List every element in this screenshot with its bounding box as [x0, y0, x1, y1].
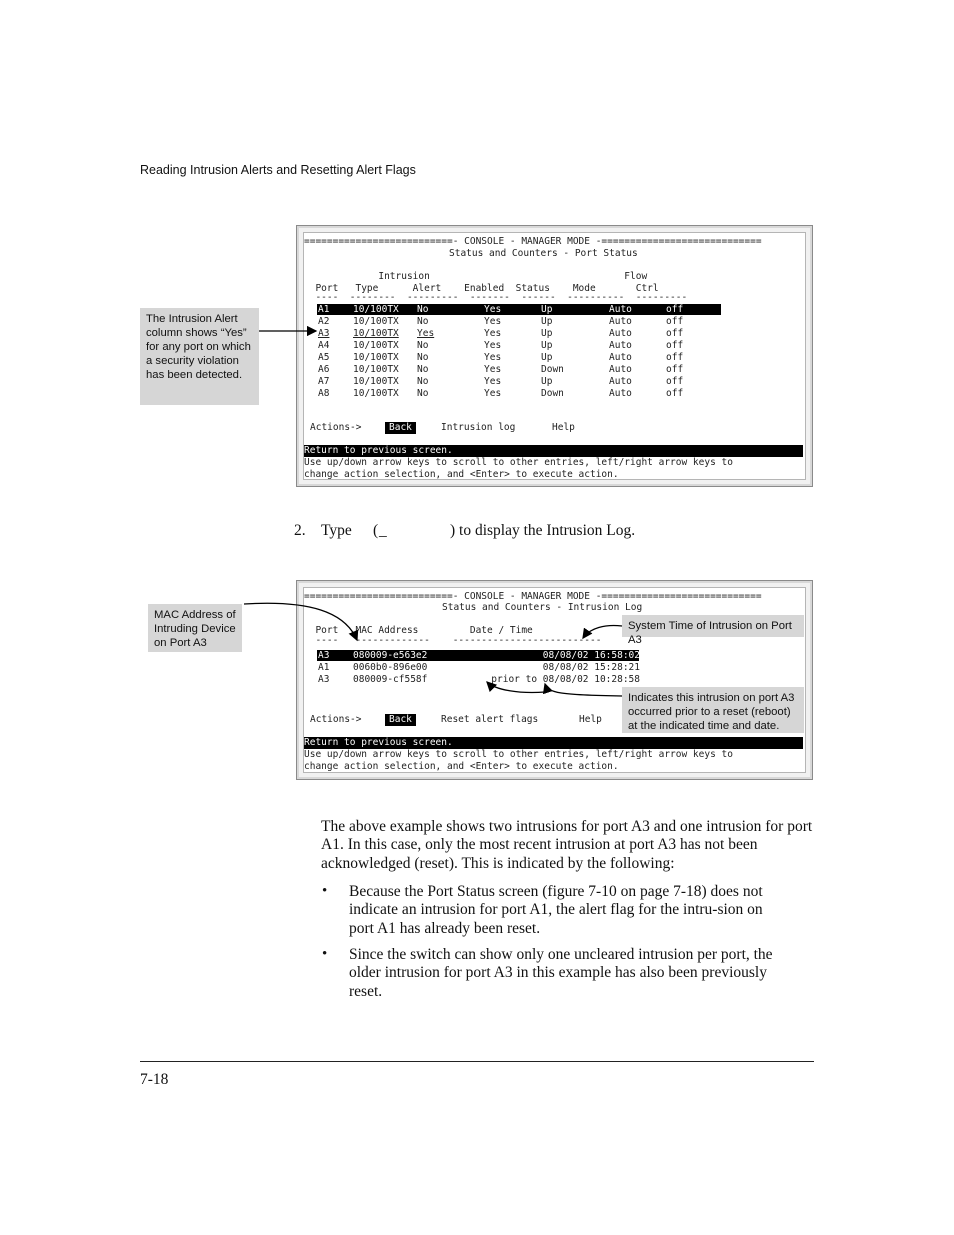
console-title-2: ==========================- CONSOLE - MANAGER MODE -============================ [304, 591, 762, 602]
log-row-mac: 0060b0-896e00 [353, 662, 428, 673]
intrusion-log-action[interactable]: Intrusion log [441, 422, 516, 433]
port-row-status: Down [541, 388, 564, 399]
port-row-type: 10/100TX [353, 352, 399, 363]
port-row-type: 10/100TX [353, 304, 399, 315]
status-line-2: Return to previous screen. [304, 737, 803, 749]
port-row-alert: No [417, 316, 429, 327]
port-row-alert: No [417, 304, 429, 315]
log-row-port: A3 [318, 674, 330, 685]
prior-arrow [545, 684, 622, 696]
screen-subtitle: Status and Counters - Port Status [449, 248, 638, 259]
port-row-enabled: Yes [484, 316, 502, 327]
port-row-port: A5 [318, 352, 330, 363]
port-row-mode: Auto [609, 304, 632, 315]
port-row-status: Up [541, 352, 553, 363]
port-row-type: 10/100TX [353, 328, 399, 339]
log-row-mac: 080009-e563e2 [353, 650, 428, 661]
port-row-port: A4 [318, 340, 330, 351]
port-row-alert: No [417, 340, 429, 351]
back-action[interactable]: Back [385, 422, 416, 434]
port-row-enabled: Yes [484, 304, 502, 315]
time-arrow [583, 626, 622, 639]
step-paren-open: ( [373, 522, 379, 539]
port-row-status: Up [541, 316, 553, 327]
port-row-enabled: Yes [484, 388, 502, 399]
bullet-2-dot: • [322, 946, 328, 962]
port-row-port: A6 [318, 364, 330, 375]
footer-rule [140, 1061, 814, 1062]
port-row-status: Up [541, 304, 553, 315]
step-text-before: Type [321, 522, 352, 539]
page-number: 7-18 [140, 1071, 169, 1088]
port-row-alert: Yes [417, 328, 435, 339]
port-row-enabled: Yes [484, 376, 502, 387]
log-row-port: A3 [318, 650, 330, 661]
port-row-alert: No [417, 388, 429, 399]
system-time-callout: System Time of Intrusion on Port A3 [622, 615, 804, 637]
port-row-enabled: Yes [484, 364, 502, 375]
bullet-1-dot: • [322, 883, 328, 899]
port-row-ctrl: off [666, 304, 684, 315]
screen-subtitle-2: Status and Counters - Intrusion Log [442, 602, 643, 613]
step-text-after: ) to display the Intrusion Log. [450, 522, 636, 539]
back-action-2[interactable]: Back [385, 714, 416, 726]
bullet-1-text: Because the Port Status screen (figure 7-10 on page 7-18) does not indicate an intrusion for port A1, the alert flag for the intru-sion on port A1 has already been reset. [349, 883, 763, 937]
port-row-status: Down [541, 364, 564, 375]
log-row-mac: 080009-cf558f [353, 674, 428, 685]
port-row-mode: Auto [609, 364, 632, 375]
port-row-ctrl: off [666, 364, 684, 375]
port-row-mode: Auto [609, 340, 632, 351]
log-row-time: prior to 08/08/02 10:28:58 [491, 674, 640, 685]
port-row-ctrl: off [666, 316, 684, 327]
status-line: Return to previous screen. [304, 445, 803, 457]
column-underline: ---- -------- --------- ------- ------ ---------- --------- [304, 292, 688, 303]
log-row-time: 08/08/02 15:28:21 [542, 662, 640, 673]
intrusion-alert-callout: The Intrusion Alert column shows “Yes” for any port on which a security violation has been detected. [140, 308, 259, 405]
reset-alert-flags-action[interactable]: Reset alert flags [441, 714, 539, 725]
port-row-ctrl: off [666, 376, 684, 387]
bullet-2-text: Since the switch can show only one uncleared intrusion per port, the older intrusion for port A3 in this example has also been previously reset. [349, 946, 773, 1000]
port-row-mode: Auto [609, 376, 632, 387]
log-header-1: Port MAC Address Date / Time [304, 625, 533, 636]
port-row-port: A8 [318, 388, 330, 399]
log-row-time: 08/08/02 16:58:02 [542, 650, 640, 661]
port-row-enabled: Yes [484, 352, 502, 363]
step-key-hint: _ [379, 522, 387, 539]
port-row-status: Up [541, 328, 553, 339]
help-line-1: Use up/down arrow keys to scroll to other entries, left/right arrow keys to [304, 457, 733, 468]
port-row-ctrl: off [666, 340, 684, 351]
help-action-2[interactable]: Help [579, 714, 602, 725]
port-row-ctrl: off [666, 388, 684, 399]
prior-reset-callout: Indicates this intrusion on port A3 occurred prior to a reset (reboot) at the indicated time and date. [622, 687, 804, 733]
port-row-enabled: Yes [484, 328, 502, 339]
port-row-ctrl: off [666, 328, 684, 339]
port-row-type: 10/100TX [353, 376, 399, 387]
help-line-2a: Use up/down arrow keys to scroll to other entries, left/right arrow keys to [304, 749, 733, 760]
port-row-port: A1 [318, 304, 330, 315]
prior-arrow-2 [487, 682, 545, 693]
port-row-mode: Auto [609, 352, 632, 363]
port-row-port: A3 [318, 328, 330, 339]
port-row-port: A2 [318, 316, 330, 327]
port-row-status: Up [541, 376, 553, 387]
port-row-ctrl: off [666, 352, 684, 363]
help-line-2b: change action selection, and <Enter> to execute action. [304, 761, 619, 772]
mac-arrow [244, 603, 357, 640]
port-row-type: 10/100TX [353, 316, 399, 327]
running-header: Reading Intrusion Alerts and Resetting Alert Flags [140, 163, 416, 177]
explanation-paragraph: The above example shows two intrusions for port A3 and one intrusion for port A1. In this case, only the most recent intrusion at port A3 has not been acknowledged (reset). This is indicated by the following: [321, 818, 813, 872]
actions-label-2: Actions-> [310, 714, 362, 725]
port-row-type: 10/100TX [353, 388, 399, 399]
port-row-mode: Auto [609, 328, 632, 339]
port-row-alert: No [417, 352, 429, 363]
port-row-mode: Auto [609, 316, 632, 327]
actions-label: Actions-> [310, 422, 362, 433]
log-header-2: ---- ------------- -------------------------- [304, 635, 602, 646]
port-row-port: A7 [318, 376, 330, 387]
column-header-2: Port Type Alert Enabled Status Mode Ctrl [304, 283, 659, 294]
port-row-status: Up [541, 340, 553, 351]
mac-address-callout: MAC Address of Intruding Device on Port A3 [148, 604, 242, 652]
port-row-type: 10/100TX [353, 364, 399, 375]
port-row-alert: No [417, 376, 429, 387]
console-title: ==========================- CONSOLE - MANAGER MODE -============================ [304, 236, 762, 247]
step-number: 2. [294, 522, 306, 539]
log-row-port: A1 [318, 662, 330, 673]
port-row-enabled: Yes [484, 340, 502, 351]
help-action[interactable]: Help [552, 422, 575, 433]
help-line-2: change action selection, and <Enter> to execute action. [304, 469, 619, 480]
port-row-alert: No [417, 364, 429, 375]
port-row-mode: Auto [609, 388, 632, 399]
column-header-1: Intrusion Flow [304, 271, 648, 282]
port-row-type: 10/100TX [353, 340, 399, 351]
